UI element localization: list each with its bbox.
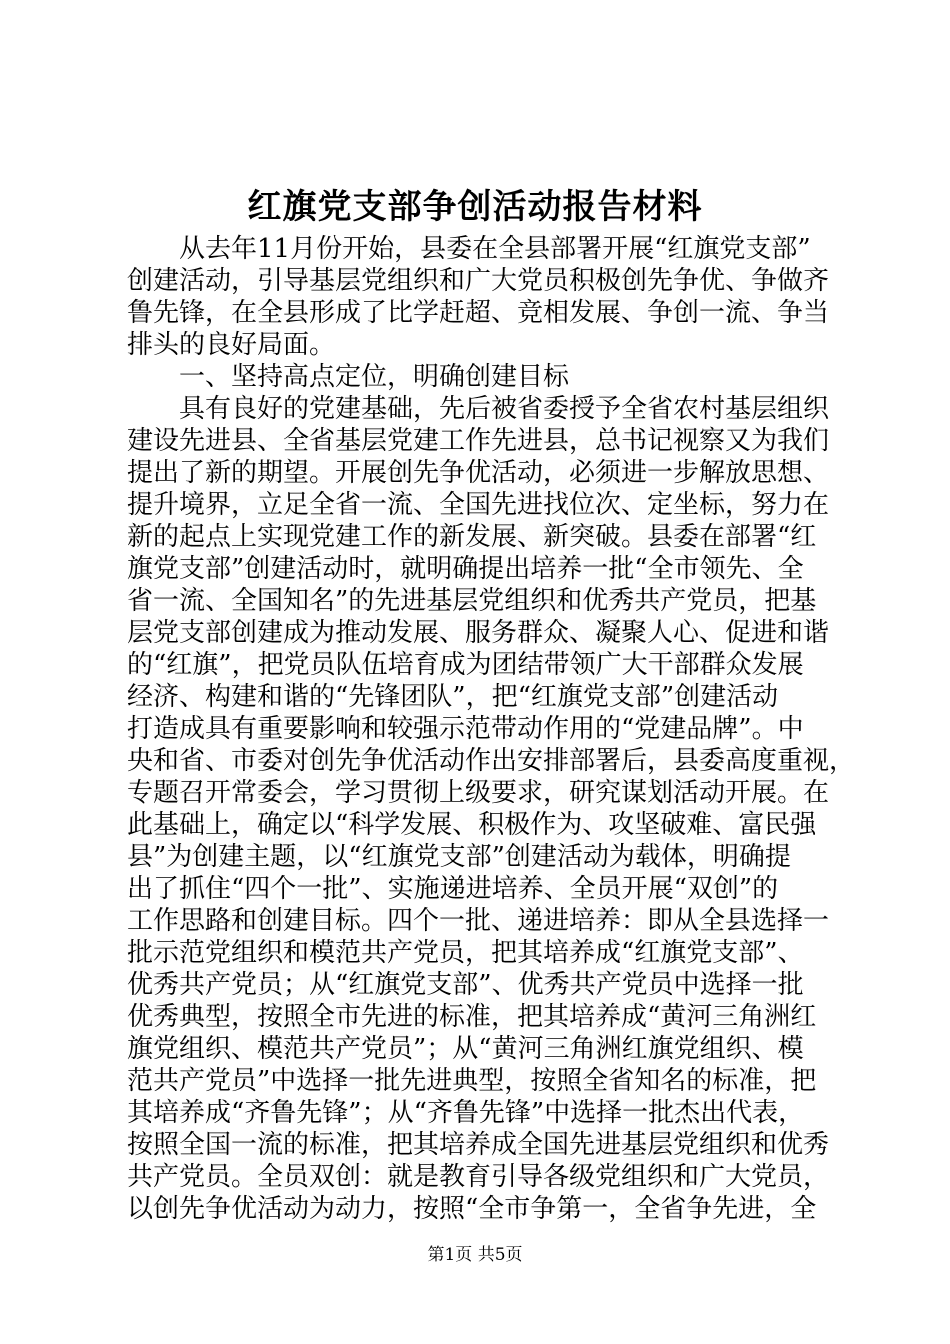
body-line: 优秀典型，按照全市先进的标准，把其培养成“黄河三角洲红 xyxy=(127,1002,817,1032)
body-line: 的“红旗”，把党员队伍培育成为团结带领广大干部群众发展 xyxy=(127,650,804,680)
body-line: 新的起点上实现党建工作的新发展、新突破。县委在部署“红 xyxy=(127,522,817,552)
page-number-footer: 第1页 共5页 xyxy=(427,1245,523,1265)
body-line: 从去年11月份开始，县委在全县部署开展“红旗党支部” xyxy=(127,234,811,264)
body-line: 共产党员。全员双创：就是教育引导各级党组织和广大党员， xyxy=(127,1162,830,1192)
document-title: 红旗党支部争创活动报告材料 xyxy=(247,187,703,227)
body-line: 打造成具有重要影响和较强示范带动作用的“党建品牌”。中 xyxy=(127,714,804,744)
body-line: 出了抓住“四个一批”、实施递进培养、全员开展“双创”的 xyxy=(127,874,779,904)
body-line: 优秀共产党员；从“红旗党支部”、优秀共产党员中选择一批 xyxy=(127,970,804,1000)
body-line: 排头的良好局面。 xyxy=(127,330,336,360)
body-line: 按照全国一流的标准，把其培养成全国先进基层党组织和优秀 xyxy=(127,1130,830,1160)
body-line: 其培养成“齐鲁先锋”；从“齐鲁先锋”中选择一批杰出代表， xyxy=(127,1098,805,1128)
body-line: 层党支部创建成为推动发展、服务群众、凝聚人心、促进和谐 xyxy=(127,618,830,648)
body-line: 旗党支部”创建活动时，就明确提出培养一批“全市领先、全 xyxy=(127,554,804,584)
body-line: 创建活动，引导基层党组织和广大党员积极创先争优、争做齐 xyxy=(127,266,830,296)
body-line: 工作思路和创建目标。四个一批、递进培养：即从全县选择一 xyxy=(127,906,830,936)
body-line: 经济、构建和谐的“先锋团队”，把“红旗党支部”创建活动 xyxy=(127,682,779,712)
body-line: 提出了新的期望。开展创先争优活动，必须进一步解放思想、 xyxy=(127,458,830,488)
body-line: 专题召开常委会，学习贯彻上级要求，研究谋划活动开展。在 xyxy=(127,778,830,808)
body-line: 以创先争优活动为动力，按照“全市争第一，全省争先进，全 xyxy=(127,1194,817,1224)
body-line: 鲁先锋，在全县形成了比学赶超、竞相发展、争创一流、争当 xyxy=(127,298,830,328)
body-line: 批示范党组织和模范共产党员，把其培养成“红旗党支部”、 xyxy=(127,938,804,968)
body-line: 此基础上，确定以“科学发展、积极作为、攻坚破难、富民强 xyxy=(127,810,817,840)
body-line: 县”为创建主题，以“红旗党支部”创建活动为载体，明确提 xyxy=(127,842,791,872)
section-heading: 一、坚持高点定位，明确创建目标 xyxy=(127,362,570,392)
body-line: 提升境界，立足全省一流、全国先进找位次、定坐标，努力在 xyxy=(127,490,830,520)
body-line: 央和省、市委对创先争优活动作出安排部署后，县委高度重视， xyxy=(127,746,856,776)
document-body xyxy=(127,233,856,1225)
body-line: 具有良好的党建基础，先后被省委授予全省农村基层组织 xyxy=(127,394,830,424)
body-line: 省一流、全国知名”的先进基层党组织和优秀共产党员，把基 xyxy=(127,586,817,616)
body-line: 范共产党员”中选择一批先进典型，按照全省知名的标准，把 xyxy=(127,1066,817,1096)
body-line: 旗党组织、模范共产党员”；从“黄河三角洲红旗党组织、模 xyxy=(127,1034,804,1064)
body-line: 建设先进县、全省基层党建工作先进县，总书记视察又为我们 xyxy=(127,426,830,456)
